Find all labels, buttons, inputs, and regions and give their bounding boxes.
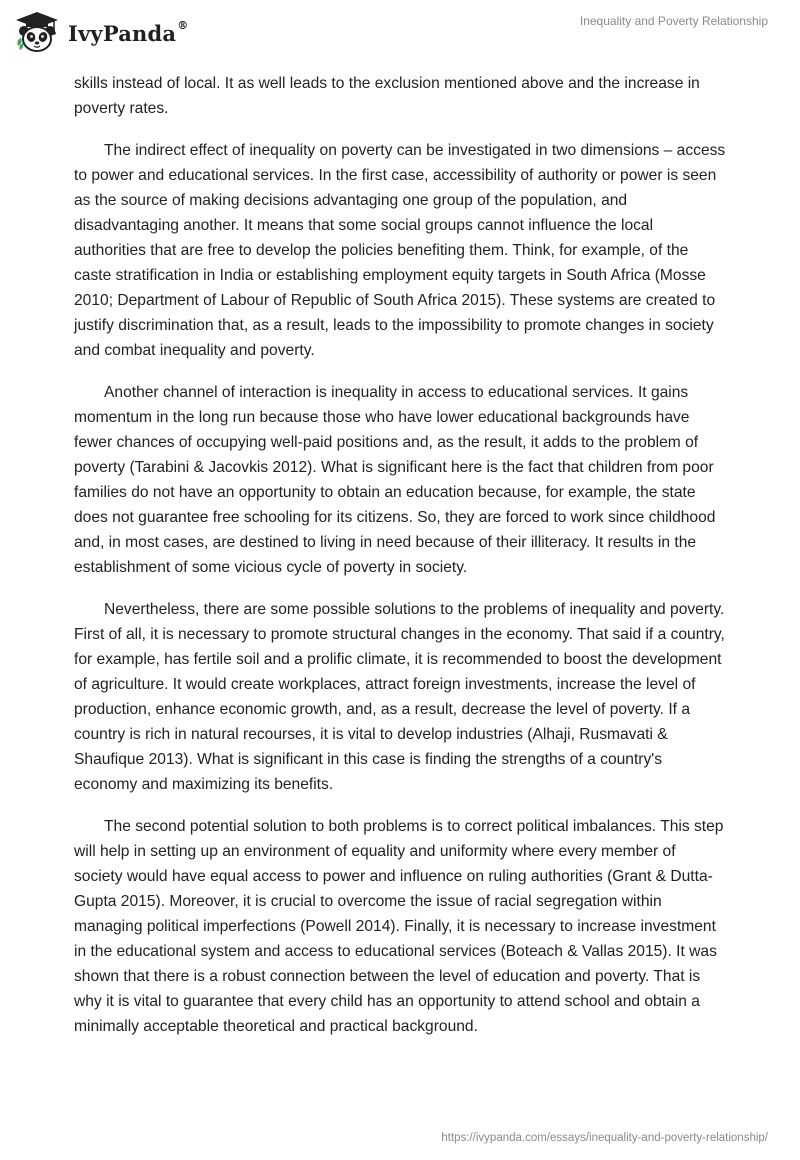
paragraph: The indirect effect of inequality on poverty can be investigated in two dimensions – access to power and educational services. In the first case, accessibility of authority or power is seen as the source of making decisions advantaging one group of the population, and disadvantaging another. It means that some social groups cannot influence the local authorities that are free to develop the policies benefiting them. Think, for example, of the caste stratification in India or establishing employment equity targets in South Africa (Mosse 2010; Department of Labour of Republic of South Africa 2015). These systems are created to justify discrimination that, as a result, leads to the impossibility to promote changes in society and combat inequality and poverty. [74, 142, 726, 359]
brand-name: IvyPanda® [68, 18, 189, 46]
page-header [0, 0, 800, 70]
brand-logo[interactable] [14, 10, 188, 54]
paragraph: The second potential solution to both problems is to correct political imbalances. This step will help in setting up an environment of equality and uniformity where every member of society would have equal access to power and influence on ruling authorities (Grant & Dutta-Gupta 2015). Moreover, it is crucial to overcome the issue of racial segregation within managing political imperfections (Powell 2014). Finally, it is necessary to increase investment in the educational system and access to educational services (Boteach & Vallas 2015). It was shown that there is a robust connection between the level of education and poverty. That is why it is vital to guarantee that every child has an opportunity to attend school and obtain a minimally acceptable theoretical and practical background. [74, 818, 724, 1035]
source-url[interactable]: https://ivypanda.com/essays/inequality-and-poverty-relationship/ [441, 1132, 768, 1144]
paragraph-continuation: skills instead of local. It as well leads to the exclusion mentioned above and the increase in poverty rates. [74, 75, 700, 117]
registered-mark: ® [177, 18, 189, 32]
panda-graduate-icon [14, 10, 60, 54]
paragraph: Another channel of interaction is inequality in access to educational services. It gains momentum in the long run because those who have lower educational backgrounds have fewer chances of occupying well-paid positions and, as the result, it adds to the problem of poverty (Tarabini & Jacovkis 2012). What is significant here is the fact that children from poor families do not have an opportunity to obtain an education because, for example, the state does not guarantee free schooling for its citizens. So, they are forced to work since childhood and, in most cases, are destined to living in need because of their illiteracy. It results in the establishment of some vicious cycle of poverty in society. [74, 384, 716, 576]
essay-body [74, 71, 728, 1056]
document-title: Inequality and Poverty Relationship [579, 14, 768, 28]
paragraph: Nevertheless, there are some possible solutions to the problems of inequality and poverty. First of all, it is necessary to promote structural changes in the economy. That said if a country, for example, has fertile soil and a prolific climate, it is recommended to boost the development of agriculture. It would create workplaces, attract foreign investments, increase the level of production, enhance economic growth, and, as a result, decrease the level of poverty. If a country is rich in natural recourses, it is vital to develop industries (Alhaji, Rusmavati & Shaufique 2013). What is significant in this case is finding the strengths of a country's economy and maximizing its benefits. [74, 601, 725, 793]
